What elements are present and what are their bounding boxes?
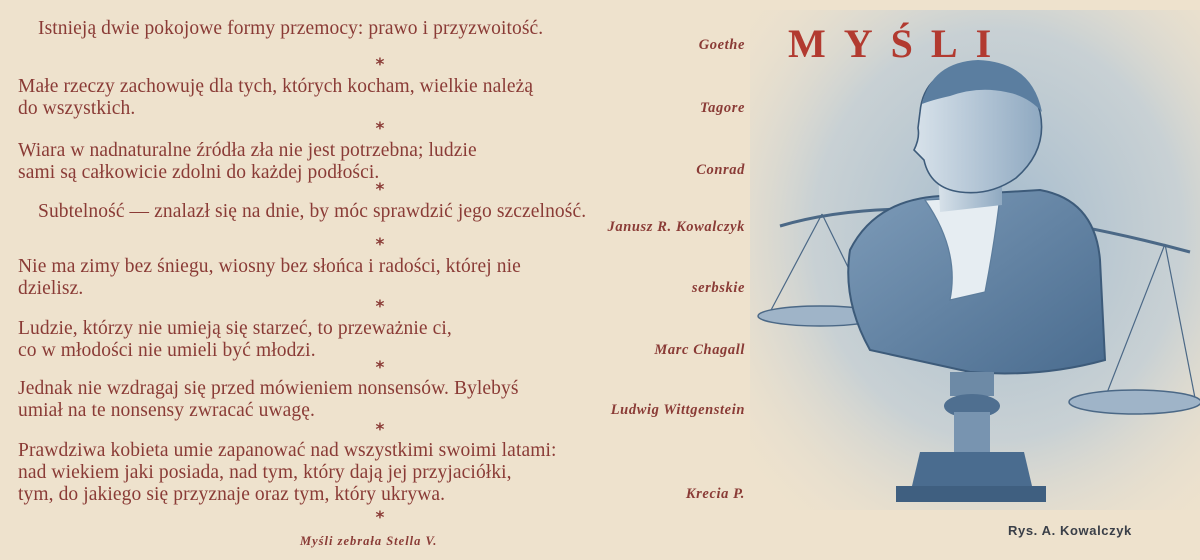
quote-author: Ludwig Wittgenstein: [610, 402, 745, 418]
separator-star: *: [375, 508, 385, 528]
quote-author: Krecia P.: [685, 486, 745, 502]
separator-star: *: [375, 119, 385, 139]
quote-text: Istnieją dwie pokojowe formy przemocy: prawo i przyzwoitość.: [38, 18, 544, 39]
quote-text: Ludzie, którzy nie umieją się starzeć, to przeważnie ci, co w młodości nie umieli być młodzi.: [18, 318, 452, 361]
separator-star: *: [375, 297, 385, 317]
separator-star: *: [375, 55, 385, 75]
quote-text: Wiara w nadnaturalne źródła zła nie jest potrzebna; ludzie sami są całkowicie zdolni do każdej podłości.: [18, 140, 477, 183]
quote-5: [18, 256, 753, 300]
bust-with-scales-illustration: [710, 0, 1200, 560]
quote-7: [18, 378, 753, 422]
separator-star: *: [375, 358, 385, 378]
quote-author: serbskie: [691, 280, 745, 296]
quote-1: [18, 18, 753, 53]
separator-star: *: [375, 180, 385, 200]
quote-text: Prawdziwa kobieta umie zapanować nad wszystkimi swoimi latami: nad wiekiem jaki posiada, nad tym, który dają jej przyjaciółki, tym, do jakiego się przyznaje oraz tym, który ukrywa.: [18, 440, 557, 505]
quote-text: Małe rzeczy zachowuję dla tych, których kocham, wielkie należą do wszystkich.: [18, 76, 534, 119]
quote-text: Subtelność — znalazł się na dnie, by móc sprawdzić jego szczelność.: [38, 201, 587, 222]
quote-8: [18, 440, 753, 506]
compiled-by-credit: Myśli zebrała Stella V.: [300, 534, 438, 548]
separator-star: *: [375, 420, 385, 440]
quote-text: Jednak nie wzdragaj się przed mówieniem nonsensów. Bylebyś umiał na te nonsensy zwracać uwagę.: [18, 378, 519, 421]
quote-author: Conrad: [696, 162, 745, 178]
quote-author: Tagore: [700, 100, 745, 116]
quote-4: [18, 201, 753, 235]
quote-author: Janusz R. Kowalczyk: [607, 219, 745, 235]
quote-3: [18, 140, 753, 184]
quote-author: Goethe: [698, 37, 745, 53]
illustration-credit: Rys. A. Kowalczyk: [1008, 523, 1132, 538]
quote-author: Marc Chagall: [654, 342, 745, 358]
page-title: MYŚLI: [788, 21, 1010, 66]
quote-text: Nie ma zimy bez śniegu, wiosny bez słońca i radości, której nie dzielisz.: [18, 256, 521, 299]
quote-2: [18, 76, 753, 120]
separator-star: *: [375, 235, 385, 255]
quote-6: [18, 318, 753, 362]
